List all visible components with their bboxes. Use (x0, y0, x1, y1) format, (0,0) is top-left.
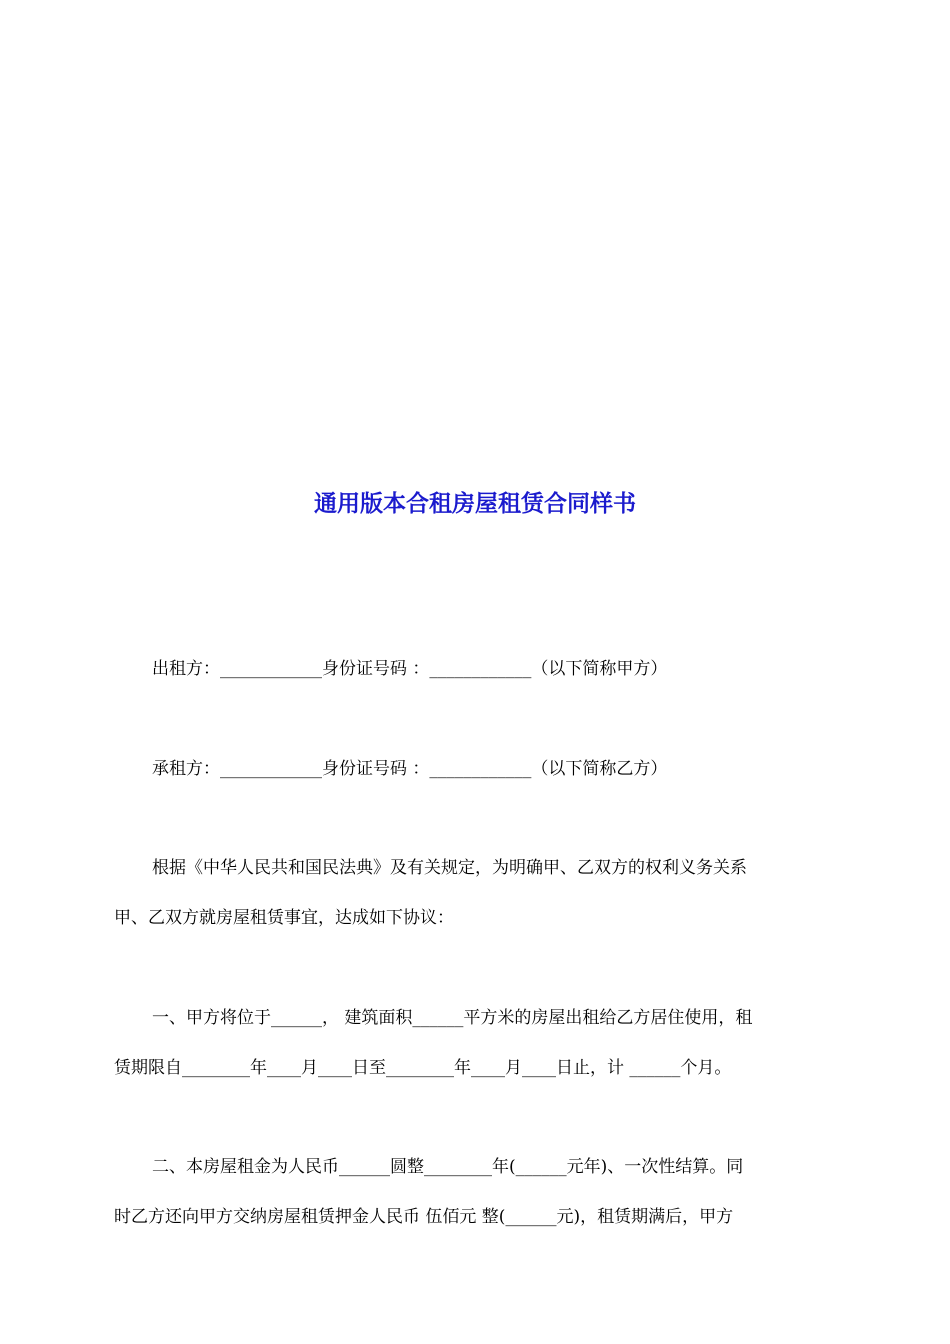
clause-2-line-1: 二、本房屋租金为人民币______圆整________年(______元年)、一次性结算。同 (152, 1157, 744, 1177)
clause-1-line-2: 赁期限自________年____月____日至________年____月____日止，计 ______个月。 (114, 1058, 732, 1078)
clause-1-line-1: 一、甲方将位于______， 建筑面积______平方米的房屋出租给乙方居住使用，租 (152, 1008, 753, 1028)
document-title: 通用版本合租房屋租赁合同样书 (314, 491, 636, 517)
preamble-line-1: 根据《中华人民共和国民法典》及有关规定，为明确甲、乙双方的权利义务关系 (152, 858, 747, 878)
clause-2-line-2: 时乙方还向甲方交纳房屋租赁押金人民币 伍佰元 整(______元)，租赁期满后，甲方 (114, 1207, 734, 1227)
lessee-line: 承租方：____________身份证号码 ：____________（以下简称乙方） (152, 759, 668, 779)
preamble-line-2: 甲、乙双方就房屋租赁事宜，达成如下协议： (114, 908, 454, 928)
lessor-line: 出租方：____________身份证号码 ：____________（以下简称甲方） (152, 659, 668, 679)
